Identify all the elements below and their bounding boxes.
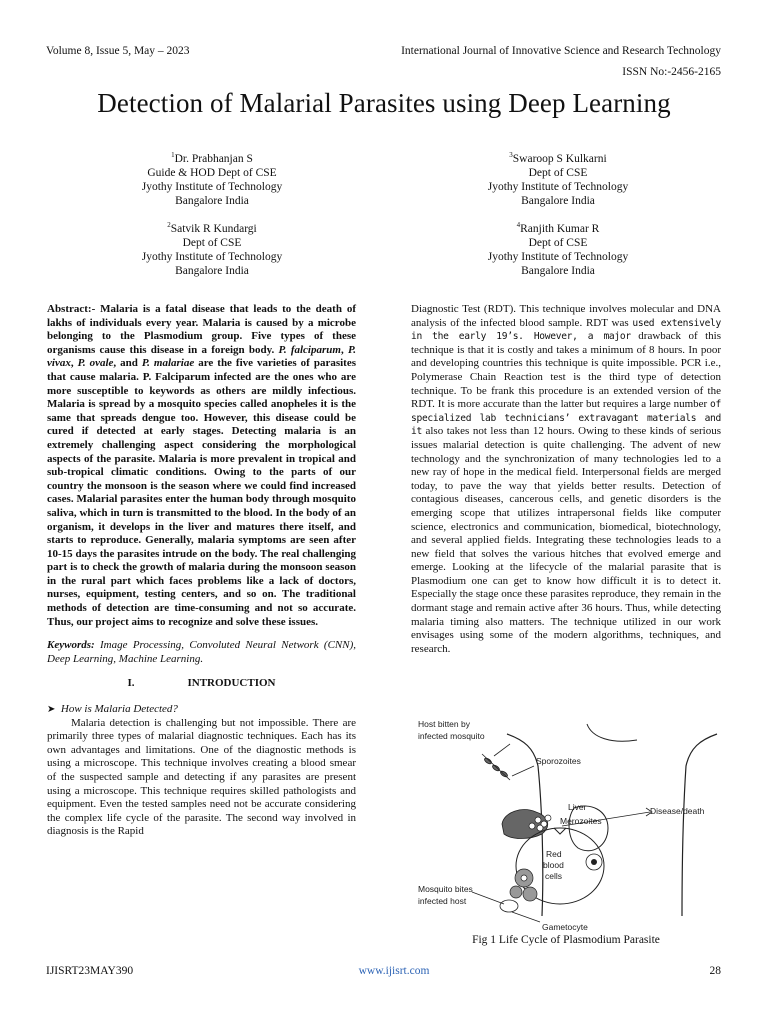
author-affiliation: Bangalore India	[521, 194, 595, 207]
author-name: Swaroop S Kulkarni	[512, 152, 607, 165]
label-blood: blood	[543, 860, 564, 870]
cell-nucleus	[591, 859, 597, 865]
volume-issue: Volume 8, Issue 5, May – 2023	[46, 45, 190, 57]
author-affiliation: Jyothy Institute of Technology	[141, 250, 283, 263]
author-sup: 3	[509, 151, 513, 159]
author-block	[62, 218, 362, 278]
body-outline-right	[682, 734, 717, 916]
label-red: Red	[546, 849, 562, 859]
author-affiliation: Bangalore India	[521, 264, 595, 277]
body-paragraph: Diagnostic Test (RDT). This technique involves molecular and DNA analysis of the infected blood sample. RDT was used extensively in the early 19’s. However, a major drawback of this technique is that it is costly and takes a minimum of 8 hours. In poor and developing countries this technique is quite impossible. PCR i.e., Polymerase Chain Reaction test is the third type of detection technique. To be frank this procedure is an extended version of the RDT. It is more accurate than the latter but requires a large number of specialized lab technicians’ extravagant materials and it also takes not less than 12 hours. Owing to these kinds of serious issues malarial detection is quite challenging. The advent of new technology and the synchronization of many technologies led to a new ray of hope in the medical field. Interpersonal fields are merged today, to pave the way that yields better results. Detection of contagious diseases, cancerous cells, and genetic disorders is the emerging scope that utilizes intrapersonal fields like computer science, electronics and communication, biomedical, biotechnology, and several applied fields. Integrating these technologies leads to a new field that solves the various hitches that evolved emerge and emerge. Looking at the lifecycle of the malarial parasite that is Plasmodium one can get to know how difficult it is to detect it. Especially the stage once these parasites reproduce, they remain in the dormant stage and remain active after 36 hours. Thus, while detecting malaria timing also matters. The technique utilized in our work envisages using some of the modern algorithms, techniques, and research.	[411, 303, 721, 655]
red-blood-cells	[510, 869, 537, 901]
author-sup: 1	[171, 151, 175, 159]
right-column	[411, 303, 721, 656]
gametocyte-pointer	[512, 912, 540, 922]
author-name: Satvik R Kundargi	[170, 222, 257, 235]
paper-id: IJISRT23MAY390	[46, 965, 134, 977]
author-block	[408, 218, 708, 278]
subsection-heading: ➤ How is Malaria Detected?	[47, 703, 178, 716]
mosquito-top-icon	[482, 754, 510, 780]
author-name: Ranjith Kumar R	[520, 222, 600, 235]
author-affiliation: Bangalore India	[175, 194, 249, 207]
author-affiliation: Jyothy Institute of Technology	[141, 180, 283, 193]
label-sporozoites: Sporozoites	[536, 756, 581, 766]
author-affiliation: Dept of CSE	[528, 236, 588, 249]
section-heading: I. INTRODUCTION	[127, 677, 276, 690]
label-gametocyte: Gametocyte	[542, 922, 588, 932]
stomach-shape	[569, 806, 608, 851]
label-disease-death: Disease/death	[650, 806, 705, 816]
author-affiliation: Dept of CSE	[528, 166, 588, 179]
label-host-bitten: Host bitten by	[418, 719, 470, 729]
gametocyte-cell	[500, 900, 518, 912]
page-title: Detection of Malarial Parasites using Deep Learning	[97, 88, 671, 118]
author-sup: 4	[516, 221, 521, 229]
author-sup: 2	[167, 221, 171, 229]
label-infected-mosquito: infected mosquito	[418, 731, 485, 741]
neck-outline	[587, 724, 637, 741]
host-pointer	[494, 744, 510, 756]
intro-paragraph: Malaria detection is challenging but not impossible. There are primarily three types of malarial diagnostic techniques. Each has its own advantages and limitations. One of the diagnostic methods is using a microscope. This technique involves creating a blood smear of the suspected sample and detecting if any parasites are present using a microscope. This technique requires skilled pathologists and equipment. Even the tested samples need not be accurate considering the complex life cycle of the parasite. The second way involved in diagnosis is the Rapid	[47, 716, 356, 838]
author-affiliation: Guide & HOD Dept of CSE	[147, 166, 277, 179]
author-block	[408, 148, 708, 208]
journal-website-link[interactable]: www.ijisrt.com	[358, 965, 430, 977]
label-mosquito-bites: Mosquito bites	[418, 884, 473, 894]
abstract: Abstract:- Malaria is a fatal disease that leads to the death of lakhs of individuals every year. Malaria is caused by a microbe belonging to the Plasmodium group. Five types of these organisms cause this disease in a foreign body. P. falciparum, P. vivax, P. ovale, and P. malariae are the five varieties of parasites that cause malaria. P. Falciparum infected are the ones who are more susceptible to keywords as others are mildly infectious. Malaria is spread by a mosquito species called anopheles it is the same that spreads dengue too. However, this disease could be cured if detected at early stages. Detecting malaria is an extremely challenging aspect considering the morphological aspects of the parasite. Malaria is more prevalent in tropical and sub-tropical climatic conditions. Owing to the parts of our country the monsoon is the season where we could find increased cases. Malarial parasites enter the human body through mosquito saliva, which in turn is transmitted to the blood. In the body of an organism, it develops in the liver and matures there itself, and starts to reproduce. Generally, malaria symptoms are seen after 10-15 days the parasites intrude on the body. The real challenging part is to check the growth of malaria during the monsoon season in the rural part which faces problems like a lack of doctors, nurses, equipment, testing centers, and so on. The traditional methods of detection are time-consuming and not so accurate. Thus, our project aims to recognize and solve these issues.	[47, 303, 356, 628]
label-cells: cells	[545, 871, 563, 881]
mosquito-bites-pointer	[472, 892, 504, 904]
author-affiliation: Jyothy Institute of Technology	[487, 250, 629, 263]
arrow-bullet-icon: ➤	[47, 704, 56, 716]
label-liver: Liver	[568, 802, 587, 812]
journal-name: International Journal of Innovative Science and Research Technology	[401, 45, 721, 57]
lifecycle-figure	[412, 716, 722, 934]
left-column	[47, 303, 356, 839]
page-number: 28	[709, 965, 721, 977]
issn: ISSN No:-2456-2165	[622, 66, 721, 78]
figure-caption: Fig 1 Life Cycle of Plasmodium Parasite	[472, 934, 660, 946]
author-name: Dr. Prabhanjan S	[174, 152, 253, 165]
author-affiliation: Dept of CSE	[182, 236, 242, 249]
label-merozoites: Merozoites	[560, 816, 602, 826]
cycle-arrowhead	[554, 828, 566, 834]
sporozoites-pointer	[512, 766, 534, 776]
author-affiliation: Jyothy Institute of Technology	[487, 180, 629, 193]
label-infected-host: infected host	[418, 896, 467, 906]
author-block	[62, 148, 362, 208]
author-affiliation: Bangalore India	[175, 264, 249, 277]
keywords: Keywords: Image Processing, Convoluted Neural Network (CNN), Deep Learning, Machine Learning.	[47, 639, 356, 665]
